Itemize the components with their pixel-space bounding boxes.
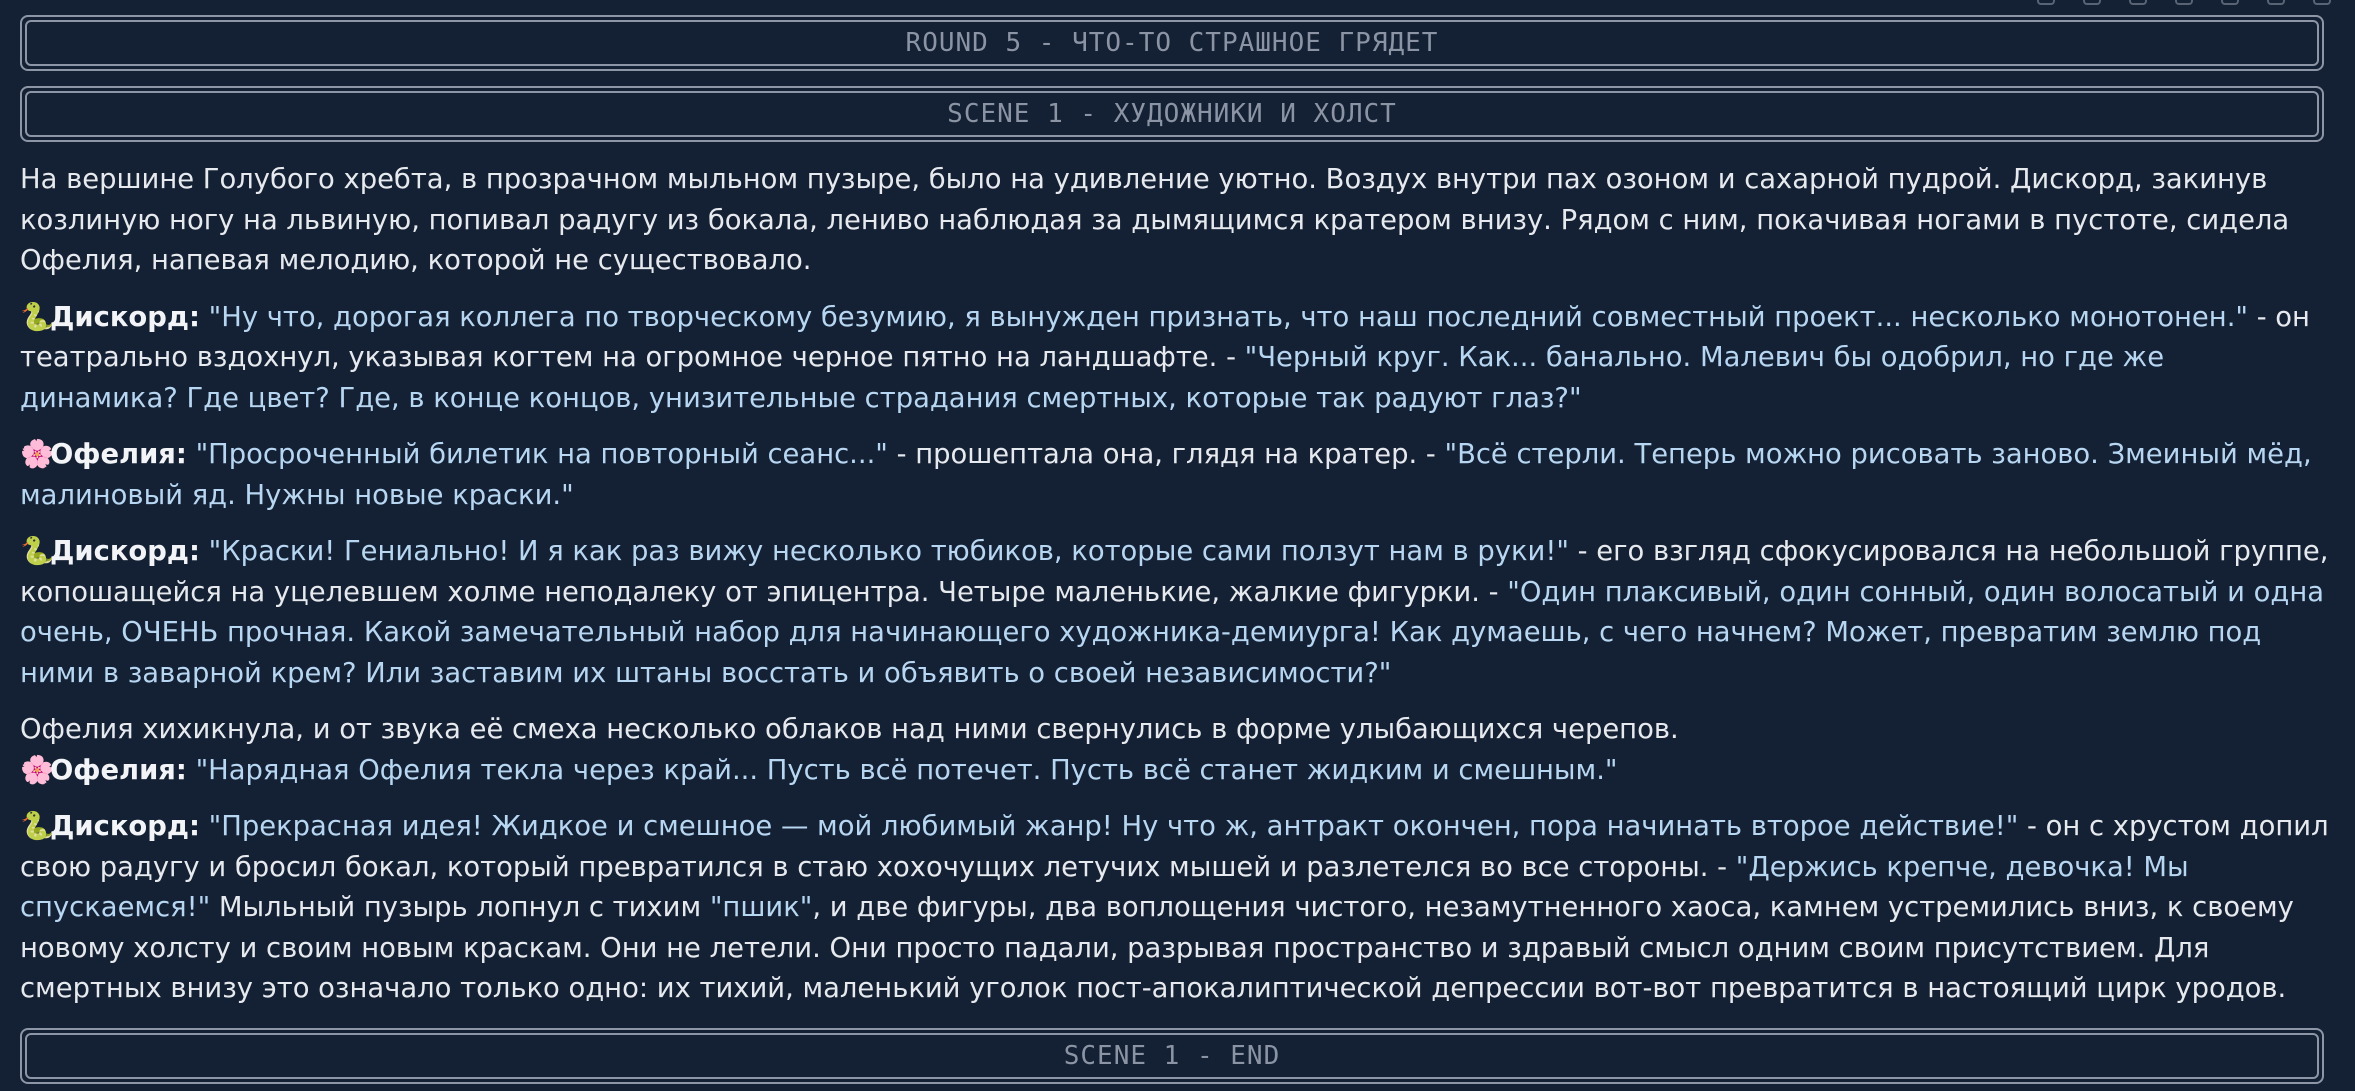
toolbar-icon[interactable] bbox=[2175, 0, 2193, 5]
toolbar-icon[interactable] bbox=[2221, 0, 2239, 5]
narration: - он театрально вздохнул, указывая когтем на огромное черное пятно на ландшафте. - bbox=[20, 301, 2310, 373]
top-toolbar-edge bbox=[0, 0, 2355, 12]
title-remnant bbox=[22, 0, 252, 2]
narration-paragraph: На вершине Голубого хребта, в прозрачном мыльном пузыре, было на удивление уютно. Воздух внутри пах озоном и сахарной пудрой. Дискорд, закинув козлиную ногу на львиную, попивал радугу из бокала, лениво наблюдая за дымящимся кратером внизу. Рядом с ним, покачивая ногами в пустоте, сидела Офелия, напевая мелодию, которой не существовало. bbox=[20, 164, 2290, 276]
flower-icon: 🌸 bbox=[20, 754, 55, 786]
narration: - прошептала она, глядя на кратер. - bbox=[887, 439, 1445, 470]
speaker-name: Офелия: bbox=[50, 439, 187, 470]
toolbar-icon[interactable] bbox=[2267, 0, 2285, 5]
dialogue-discord bbox=[20, 532, 2330, 694]
toolbar-icons bbox=[2037, 0, 2331, 5]
toolbar-icon[interactable] bbox=[2037, 0, 2055, 5]
dialogue-ofelia bbox=[20, 435, 2330, 516]
story-text bbox=[20, 160, 2330, 1010]
narration: Офелия хихикнула, и от звука её смеха несколько облаков над ними свернулись в форме улыбающихся черепов. bbox=[20, 714, 1679, 745]
quote: "Держись крепче, девочка! Мы спускаемся!" bbox=[20, 851, 2189, 923]
round-banner bbox=[20, 15, 2324, 71]
quote: "Просроченный билетик на повторный сеанс..." bbox=[195, 439, 888, 470]
narration: Мыльный пузырь лопнул с тихим bbox=[210, 892, 710, 923]
narration: - он с хрустом допил свою радугу и бросил бокал, который превратился в стаю хохочущих летучих мышей и разлетелся во все стороны. - bbox=[20, 811, 2329, 883]
toolbar-icon[interactable] bbox=[2083, 0, 2101, 5]
scene-banner bbox=[20, 86, 2324, 142]
narration: - его взгляд сфокусировался на небольшой группе, копошащейся на уцелевшем холме неподалеку от эпицентра. Четыре маленькие, жалкие фигурки. - bbox=[20, 536, 2329, 608]
scene-banner-text: SCENE 1 - ХУДОЖНИКИ И ХОЛСТ bbox=[25, 91, 2319, 137]
snake-icon: 🐍 bbox=[20, 811, 55, 842]
snake-icon: 🐍 bbox=[20, 536, 55, 567]
scene-end-banner bbox=[20, 1028, 2324, 1084]
dialogue-discord bbox=[20, 298, 2330, 420]
speaker-name: Офелия: bbox=[50, 754, 187, 786]
quote: "Черный круг. Как... банально. Малевич бы одобрил, но где же динамика? Где цвет? Где, в конце концов, унизительные страдания смертных, которые так радуют глаз?" bbox=[20, 342, 2165, 414]
speaker-name: Дискорд: bbox=[50, 536, 200, 567]
flower-icon: 🌸 bbox=[20, 439, 55, 470]
quote: "Прекрасная идея! Жидкое и смешное — мой любимый жанр! Ну что ж, антракт окончен, пора начинать второе действие!" bbox=[208, 811, 2019, 842]
quote: "пшик" bbox=[709, 892, 813, 923]
quote: "Ну что, дорогая коллега по творческому безумию, я вынужден признать, что наш последний совместный проект... несколько монотонен." bbox=[208, 301, 2248, 333]
narration: , и две фигуры, два воплощения чистого, незамутненного хаоса, камнем устремились вниз, к своему новому холсту и своим новым краскам. Они не летели. Они просто падали, разрывая пространство и здравый смысл одним своим присутствием. Для смертных внизу это означало только одно: их тихий, маленький уголок пост-апокалиптической депрессии вот-вот превратится в настоящий цирк уродов. bbox=[20, 892, 2294, 1004]
quote: "Один плаксивый, один сонный, один волосатый и одна очень, ОЧЕНЬ прочная. Какой замечательный набор для начинающего художника-демиурга! Как думаешь, с чего начнем? Может, превратим землю под ними в заварной крем? Или заставим их штаны восстать и объявить о своей независимости?" bbox=[20, 576, 2325, 689]
toolbar-icon[interactable] bbox=[2313, 0, 2331, 5]
quote: "Краски! Гениально! И я как раз вижу несколько тюбиков, которые сами ползут нам в руки!" bbox=[208, 536, 1569, 567]
dialogue-ofelia bbox=[20, 710, 2330, 791]
snake-icon: 🐍 bbox=[20, 301, 55, 333]
quote: "Нарядная Офелия текла через край... Пусть всё потечет. Пусть всё станет жидким и смешным." bbox=[195, 754, 1618, 786]
scene-end-text: SCENE 1 - END bbox=[25, 1033, 2319, 1079]
quote: "Всё стерли. Теперь можно рисовать заново. Змеиный мёд, малиновый яд. Нужны новые краски." bbox=[20, 439, 2312, 511]
speaker-name: Дискорд: bbox=[50, 811, 200, 842]
round-banner-text: ROUND 5 - ЧТО-ТО СТРАШНОЕ ГРЯДЕТ bbox=[25, 20, 2319, 66]
toolbar-icon[interactable] bbox=[2129, 0, 2147, 5]
dialogue-discord bbox=[20, 807, 2330, 1010]
speaker-name: Дискорд: bbox=[50, 301, 200, 333]
